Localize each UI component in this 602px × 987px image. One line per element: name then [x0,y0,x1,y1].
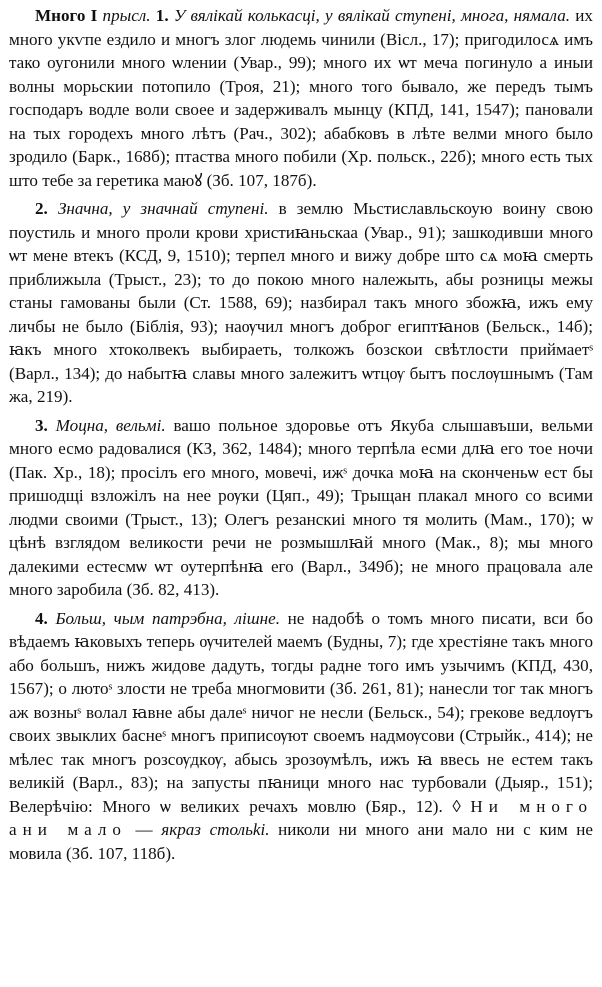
sense-number: 4. [35,608,48,628]
sense-4-paragraph: 4. Больш, чым патрэбна, лішне. не надобѣ о томъ много писати, вси бо вѣдаемъ ꙗковыхъ теперь ѹчителей маемъ (Будны, 7); где хрестіяне такъ много або большъ, нижъ жидове дадуть, тогды радне того имъ узычимъ (КПД, 430, 1567); о лютоˢ злости не треба многмовити (Зб. 261, 81); нанесли тог так многъ аж возныˢ волал ꙗвне абы далеˢ ничог не несли (Бельск., 54); грекове ведлѹгъ своих звыклих баснеˢ многъ приписѹют своемъ надмѹсови (Стрыйк., 414); не мѣлес так многъ розсѹдкѹ, абысь зрозѹмѣлъ, ижъ ꙗ ввесь не естем такъ великій (Варл., 83); на запусты пꙗници много нас турбовали (Дыяр., 151); Велерѣчію: Много ѡ великих речахъ мовлю (Бяр., 12). ◊ Ни много ани мало — якраз стольki. николи ни много ани мало ни с ким не мовила (Зб. 107, 118б). [9,608,594,863]
phrase-text: Ни много ани мало [9,796,594,839]
sense-definition: У вялікай колькасці, у вялікай ступені, многа, нямала. [173,6,571,25]
phrase-marker: ◊ [452,796,461,816]
sense-number: 3. [35,415,48,435]
phrase-example: николи ни много ани мало ни с ким не мовила (Зб. 107, 118б). [9,820,593,863]
headword: Много I [35,6,98,25]
sense-3-paragraph [9,414,593,602]
sense-definition: Значна, у значнай ступені. [57,199,269,218]
sense-definition: Больш, чым патрэбна, лішне. [55,608,280,628]
sense-1-paragraph [9,4,593,192]
part-of-speech: прысл. [102,6,151,25]
sense-number: 2. [35,199,48,218]
sense-body: в землю Мьстиславльскоую воину свою поустиль и много проли крови христиꙗньскаа (Увар., 91); зашкодивши много ѡт мене втекъ (КСД, 9, 1510); терпел много и вижу добре што сѧ моꙗ смерть приближыла (Трыст., 23); то до покою много належыть, абы розницы межы станы гамованы были (Ст. 1588, 69); назбирал такъ много збожꙗ, ижъ ему личбы не было (Біблія, 93); наѹчил многъ доброг египтꙗнов (Бельск., 14б); ꙗкъ много хтоколвекъ выбираеть, толкожъ бозскои свѣтлости приймаетˢ (Варл., 134); до набытꙗ славы много залежитъ ѡтцѹ бытъ послѹшнымъ (Там жа, 219). [9,199,594,406]
sense-body: не надобѣ о томъ много писати, вси бо вѣдаемъ ꙗковыхъ теперь ѹчителей маемъ (Будны, 7); где хрестіяне такъ много або большъ, нижъ жидове дадуть, тогды радне того имъ узычимъ (КПД, 430, 1567); о лютоˢ злости не треба многмовити (Зб. 261, 81); нанесли тог так многъ аж возныˢ волал ꙗвне абы далеˢ ничог не несли (Бельск., 54); грекове ведлѹгъ своих звыклих баснеˢ многъ приписѹют своемъ надмѹсови (Стрыйк., 414); не мѣлес так многъ розсѹдкѹ, абысь зрозѹмѣлъ, ижъ ꙗ ввесь не естем такъ великій (Варл., 83); на запусты пꙗници много нас турбовали (Дыяр., 151); Велерѣчію: Много ѡ великих речахъ мовлю (Бяр., 12). [9,608,594,816]
sense-definition: Моцна, вельмі. [55,415,166,435]
phrase-gloss: якраз стольki. [161,820,270,839]
sense-2-paragraph [9,197,593,409]
sense-number: 1. [155,6,169,25]
sense-body: вашо польное здоровье отъ Якуба слышавъши, вельми много есмо радовалися (КЗ, 362, 1484); много терпѣла есми длꙗ его тое ночи (Пак. Хр., 18); просілъ его много, мовечі, ижˢ дочка моꙗ на сконченьѡ ест бы пришодщі взложілъ на нее рѹки (Цяп., 49); Трыщан плакал много со всими людми своими (Трыст., 13); Олегъ резанскиі много тя молить (Мам., 170); ѡ цѣнѣ взглядом великости речи не розмышлꙗй много (Мак., 8); мы много далекими естесмѡ ѡт оутерпѣнꙗ его (Варл., 349б); не много працовала але много заробила (Зб. 82, 413). [9,415,593,599]
sense-body: их много укѵпе ездило и многъ злог людемь чинили (Вісл., 17); пригодилосѧ имъ тако оугонили много ѡлении (Увар., 99); много их ѡт меча погинуло а иныи волны морьскии потопило (Троя, 21); много того бывало, же передъ тымъ господаръ водле воли своее и задерживалъ мынцу (КПД, 141, 1547); пановали на тых городехъ много лѣтъ (Рач., 302); абабковъ в лѣте велми много было зродило (Барк., 168б); птаства много побили (Хр. польск., 22б); много есть тых што тебе за геретика маюꙋ (Зб. 107, 187б). [9,6,593,190]
